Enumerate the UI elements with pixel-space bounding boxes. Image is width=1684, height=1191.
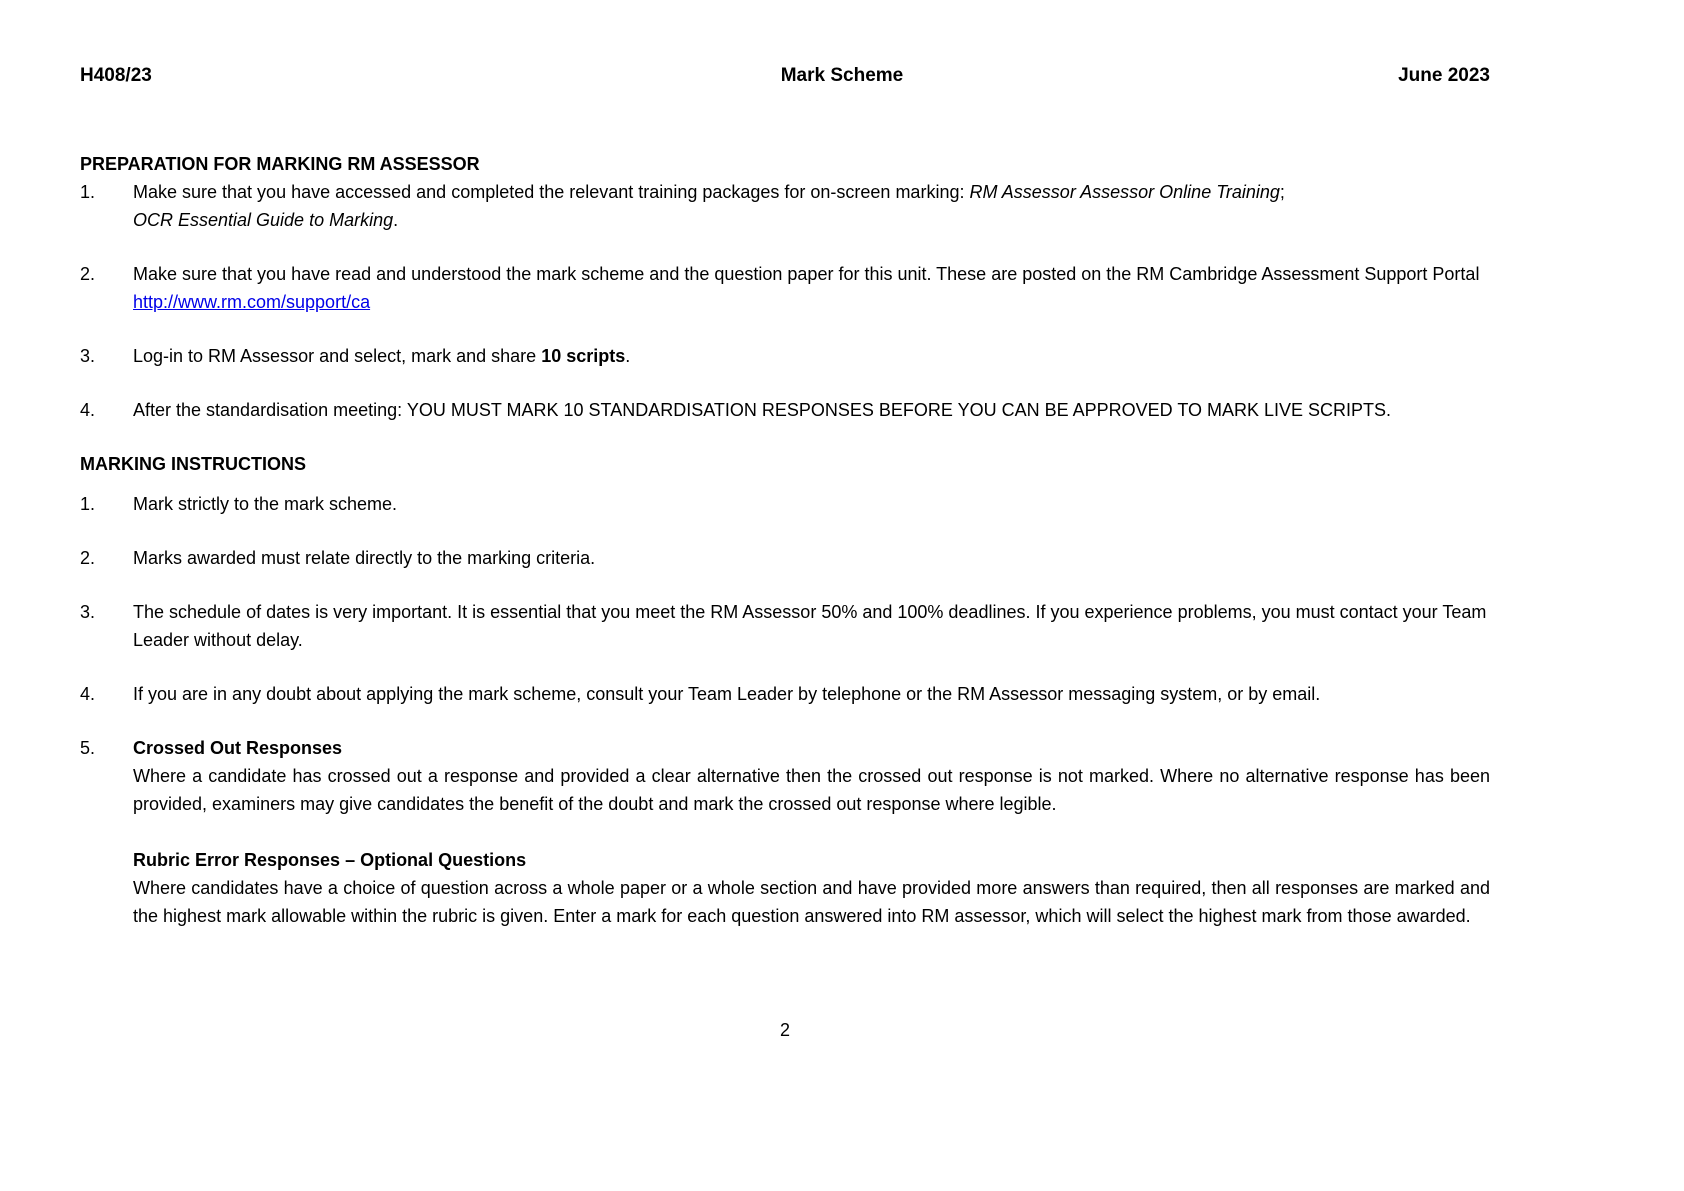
text-segment: ; — [1279, 182, 1285, 202]
text-segment: . — [625, 346, 631, 366]
marking-item-4 — [80, 680, 1490, 708]
training-package-name: RM Assessor Assessor Online Training — [969, 182, 1280, 202]
item-text — [133, 178, 1490, 234]
rubric-error-block — [133, 846, 1490, 930]
item-text — [133, 342, 1490, 370]
prep-item-1 — [80, 178, 1490, 234]
rubric-error-text: Where candidates have a choice of question across a whole paper or a whole section and have provided more answers than required, then all responses are marked and the highest mark allowable within the rubric is given. Enter a mark for each question answered into RM assessor, which will select the highest mark from those awarded. — [133, 878, 1490, 926]
marking-item-3 — [80, 598, 1490, 654]
item-number: 1. — [80, 494, 96, 514]
item-number: 5. — [80, 738, 96, 758]
marking-item-1 — [80, 490, 1490, 518]
item-text: If you are in any doubt about applying the mark scheme, consult your Team Leader by telephone or the RM Assessor messaging system, or by email. — [133, 684, 1321, 704]
prep-item-3 — [80, 342, 1490, 370]
crossed-out-responses-text: Where a candidate has crossed out a response and provided a clear alternative then the crossed out response is not marked. Where no alternative response has been provided, examiners may give candidates the benefit of the doubt and mark the crossed out response where legible. — [133, 766, 1490, 814]
item-text — [133, 734, 1490, 818]
item-text — [133, 260, 1490, 316]
item-number: 3. — [80, 346, 96, 366]
item-number: 4. — [80, 400, 96, 420]
item-text: Marks awarded must relate directly to the marking criteria. — [133, 548, 596, 568]
text-segment: Make sure that you have accessed and completed the relevant training packages for on-screen marking: — [133, 182, 970, 202]
rubric-error-title: Rubric Error Responses – Optional Questions — [133, 850, 527, 870]
item-number: 1. — [80, 182, 96, 202]
item-number: 2. — [80, 264, 96, 284]
document-title: Mark Scheme — [780, 65, 904, 86]
document-header — [80, 62, 1490, 90]
text-segment: Log-in to RM Assessor and select, mark and share — [133, 346, 542, 366]
item-number: 2. — [80, 548, 96, 568]
item-text: The schedule of dates is very important. It is essential that you meet the RM Assessor 50% and 100% deadlines. If you experience problems, you must contact your Team Leader without delay. — [133, 602, 1487, 650]
session-date: June 2023 — [1398, 65, 1490, 86]
crossed-out-responses-title: Crossed Out Responses — [133, 738, 343, 758]
marking-section-heading: MARKING INSTRUCTIONS — [80, 454, 306, 474]
page-footer — [80, 1016, 1490, 1044]
item-text: After the standardisation meeting: YOU MUST MARK 10 STANDARDISATION RESPONSES BEFORE YOU CAN BE APPROVED TO MARK LIVE SCRIPTS. — [133, 400, 1392, 420]
item-number: 4. — [80, 684, 96, 704]
prep-item-4 — [80, 396, 1490, 424]
item-text: Mark strictly to the mark scheme. — [133, 494, 398, 514]
text-segment: Make sure that you have read and understood the mark scheme and the question paper for this unit. These are posted on the RM Cambridge Assessment Support Portal — [133, 264, 1480, 284]
page-number: 2 — [779, 1020, 790, 1040]
text-segment: . — [393, 210, 399, 230]
prep-section-heading: PREPARATION FOR MARKING RM ASSESSOR — [80, 154, 480, 174]
support-portal-link[interactable]: http://www.rm.com/support/ca — [133, 292, 371, 312]
prep-item-2 — [80, 260, 1490, 316]
item-number: 3. — [80, 602, 96, 622]
training-package-name: OCR Essential Guide to Marking — [133, 210, 394, 230]
scripts-count-emphasis: 10 scripts — [541, 346, 626, 366]
paper-code: H408/23 — [80, 65, 152, 86]
marking-item-2 — [80, 544, 1490, 572]
marking-item-5 — [80, 734, 1490, 818]
